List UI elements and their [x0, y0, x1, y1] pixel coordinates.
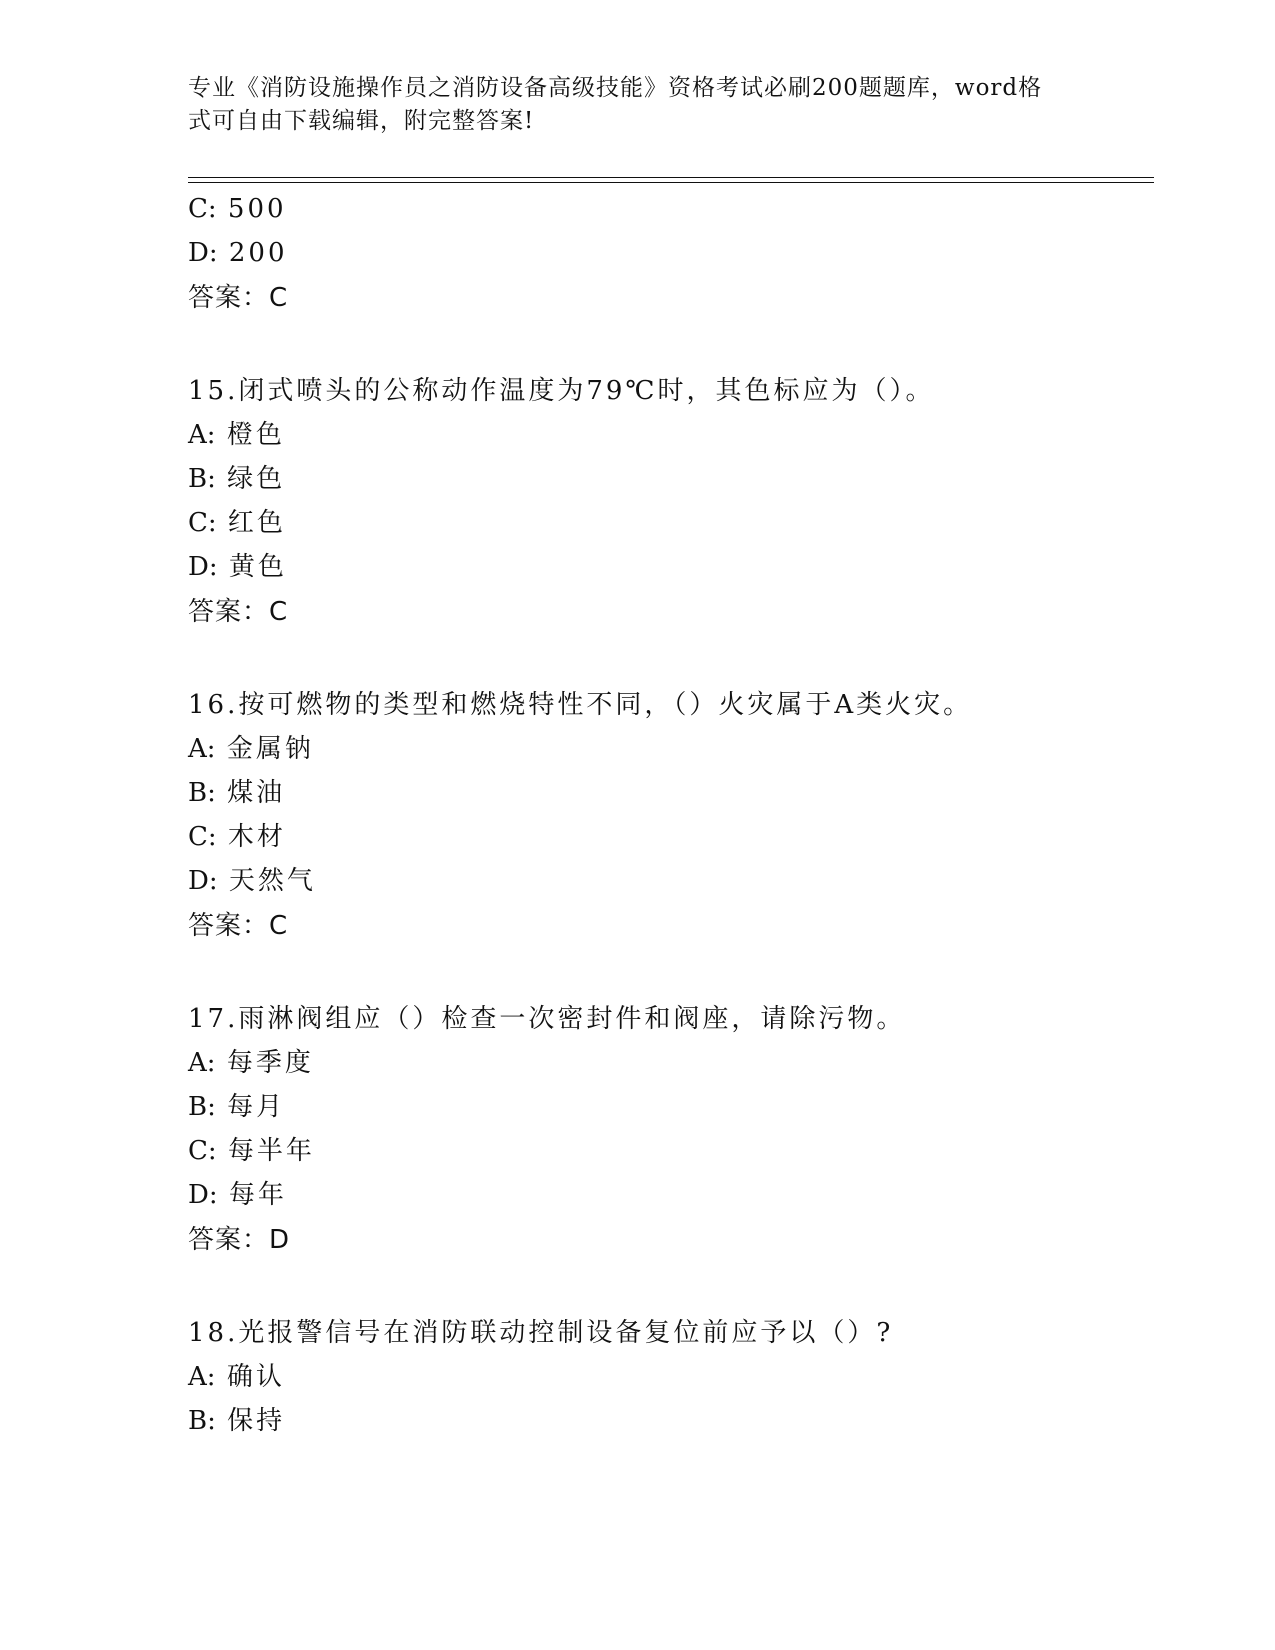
- option-c: [188, 194, 287, 224]
- option-letter: A:: [188, 734, 216, 764]
- option-text: 金属钠: [226, 734, 314, 764]
- option-d: [188, 552, 287, 582]
- option-d: [188, 238, 288, 268]
- option-d: [188, 1180, 287, 1210]
- answer-line: 答案：C: [188, 911, 289, 941]
- option-letter: D:: [188, 552, 218, 582]
- header-divider-top: [188, 177, 1154, 178]
- option-text: 橙色: [226, 420, 285, 450]
- option-text: 每季度: [226, 1048, 314, 1078]
- question-16-stem: 16.按可燃物的类型和燃烧特性不同，（）火灾属于A类火灾。: [188, 690, 973, 720]
- option-a: [188, 420, 285, 450]
- option-letter: C:: [188, 1136, 217, 1166]
- option-text: 200: [228, 238, 288, 268]
- option-letter: A:: [188, 420, 216, 450]
- option-letter: B:: [188, 778, 216, 808]
- option-text: 煤油: [227, 778, 286, 808]
- option-a: [188, 1362, 285, 1392]
- question-18-stem: 18.光报警信号在消防联动控制设备复位前应予以（）?: [188, 1318, 894, 1348]
- question-15-stem: 15.闭式喷头的公称动作温度为79℃时，其色标应为（）。: [188, 376, 935, 406]
- answer-line: 答案：C: [188, 283, 289, 313]
- option-b: [188, 464, 285, 494]
- document-header: [188, 72, 1068, 138]
- option-letter: D:: [188, 866, 218, 896]
- option-letter: C:: [188, 822, 217, 852]
- option-text: 绿色: [227, 464, 286, 494]
- option-letter: B:: [188, 1092, 216, 1122]
- option-text: 保持: [227, 1406, 286, 1436]
- option-text: 黄色: [228, 552, 287, 582]
- option-a: [188, 1048, 314, 1078]
- option-text: 木材: [227, 822, 286, 852]
- header-line-2: 式可自由下载编辑，附完整答案!: [188, 108, 535, 134]
- option-letter: A:: [188, 1362, 216, 1392]
- option-b: [188, 778, 285, 808]
- option-c: [188, 822, 286, 852]
- header-divider-bottom: [188, 182, 1154, 183]
- option-letter: B:: [188, 464, 216, 494]
- option-letter: D:: [188, 238, 218, 268]
- option-a: [188, 734, 314, 764]
- option-c: [188, 508, 286, 538]
- option-text: 每半年: [227, 1136, 315, 1166]
- option-text: 每年: [228, 1180, 287, 1210]
- option-letter: C:: [188, 194, 217, 224]
- answer-line: 答案：C: [188, 597, 289, 627]
- answer-line: 答案：D: [188, 1225, 291, 1255]
- option-letter: A:: [188, 1048, 216, 1078]
- option-text: 500: [227, 194, 287, 224]
- question-17-stem: 17.雨淋阀组应（）检查一次密封件和阀座，请除污物。: [188, 1004, 906, 1034]
- option-letter: C:: [188, 508, 217, 538]
- option-c: [188, 1136, 315, 1166]
- option-text: 确认: [226, 1362, 285, 1392]
- header-line-1: 专业《消防设施操作员之消防设备高级技能》资格考试必刷200题题库，word格: [188, 75, 1043, 101]
- option-d: [188, 866, 316, 896]
- option-b: [188, 1406, 285, 1436]
- option-text: 红色: [227, 508, 286, 538]
- option-letter: D:: [188, 1180, 218, 1210]
- option-text: 每月: [227, 1092, 286, 1122]
- option-b: [188, 1092, 285, 1122]
- option-letter: B:: [188, 1406, 216, 1436]
- option-text: 天然气: [228, 866, 316, 896]
